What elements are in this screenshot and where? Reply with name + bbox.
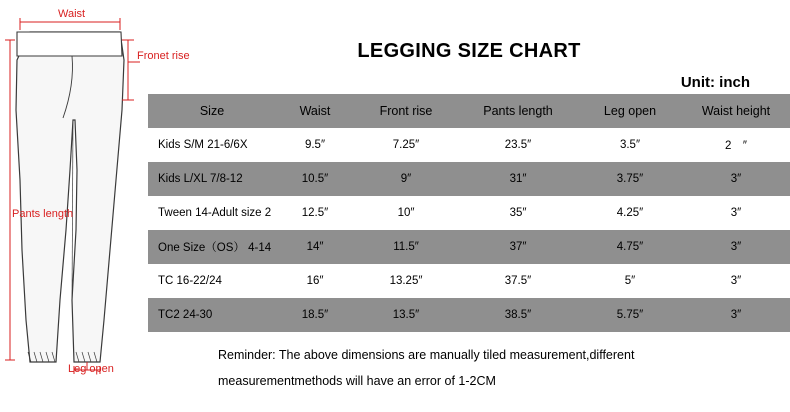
diagram-label-pants-length: Pants length [12,208,74,220]
table-row [148,128,790,162]
table-row [148,230,790,264]
cell-waist: 14″ [276,230,354,264]
cell-pants-length: 37″ [458,230,578,264]
reminder-note [218,342,778,394]
cell-waist-height: 3″ [682,230,790,264]
cell-pants-length: 31″ [458,162,578,196]
cell-leg-open: 5″ [578,264,682,298]
cell-waist-height: 2 ″ [682,128,790,162]
cell-waist-height: 3″ [682,264,790,298]
column-header-front-rise: Front rise [354,94,458,128]
cell-leg-open: 4.75″ [578,230,682,264]
cell-size: TC 16-22/24 [148,264,276,298]
column-header-size: Size [148,94,276,128]
leggings-outline [16,32,124,362]
cell-waist: 9.5″ [276,128,354,162]
column-header-waist: Waist [276,94,354,128]
cell-leg-open: 3.5″ [578,128,682,162]
cell-size: TC2 24-30 [148,298,276,332]
cell-leg-open: 3.75″ [578,162,682,196]
cell-pants-length: 35″ [458,196,578,230]
front-rise-measure-line [122,40,140,100]
cell-size: Tween 14-Adult size 2 [148,196,276,230]
cell-waist: 16″ [276,264,354,298]
diagram-label-front-rise: Fronet rise [137,50,190,62]
diagram-label-waist: Waist [58,8,86,20]
cell-size: Kids S/M 21-6/6X [148,128,276,162]
diagram-label-leg-open: Leg open [68,363,114,375]
cell-front-rise: 10″ [354,196,458,230]
cell-waist-height: 3″ [682,196,790,230]
cell-waist: 18.5″ [276,298,354,332]
cell-pants-length: 38.5″ [458,298,578,332]
cell-size: Kids L/XL 7/8-12 [148,162,276,196]
column-header-pants-length: Pants length [458,94,578,128]
page-title: LEGGING SIZE CHART [357,40,581,62]
cell-waist: 10.5″ [276,162,354,196]
cell-pants-length: 37.5″ [458,264,578,298]
cell-front-rise: 9″ [354,162,458,196]
cell-leg-open: 5.75″ [578,298,682,332]
waistband [17,32,122,56]
table-body [148,128,790,332]
cell-waist-height: 3″ [682,298,790,332]
size-table [148,94,790,332]
reminder-line-2: measurementmethods will have an error of 1-2CM [218,374,496,388]
column-header-leg-open: Leg open [578,94,682,128]
cell-waist: 12.5″ [276,196,354,230]
cell-front-rise: 7.25″ [354,128,458,162]
cell-size: One Size（OS） 4-14 [148,230,276,264]
reminder-line-1: Reminder: The above dimensions are manually tiled measurement,different [218,348,635,362]
table-row [148,298,790,332]
table-row [148,196,790,230]
table-header-row [148,94,790,128]
column-header-waist-height: Waist height [682,94,790,128]
table-row [148,162,790,196]
cell-front-rise: 13.25″ [354,264,458,298]
chart-content [148,0,790,412]
table-row [148,264,790,298]
cell-leg-open: 4.25″ [578,196,682,230]
cell-front-rise: 13.5″ [354,298,458,332]
unit-label: Unit: inch [680,74,750,91]
pants-length-measure-line [5,40,15,360]
cell-front-rise: 11.5″ [354,230,458,264]
cell-pants-length: 23.5″ [458,128,578,162]
cell-waist-height: 3″ [682,162,790,196]
table-header [148,94,790,128]
